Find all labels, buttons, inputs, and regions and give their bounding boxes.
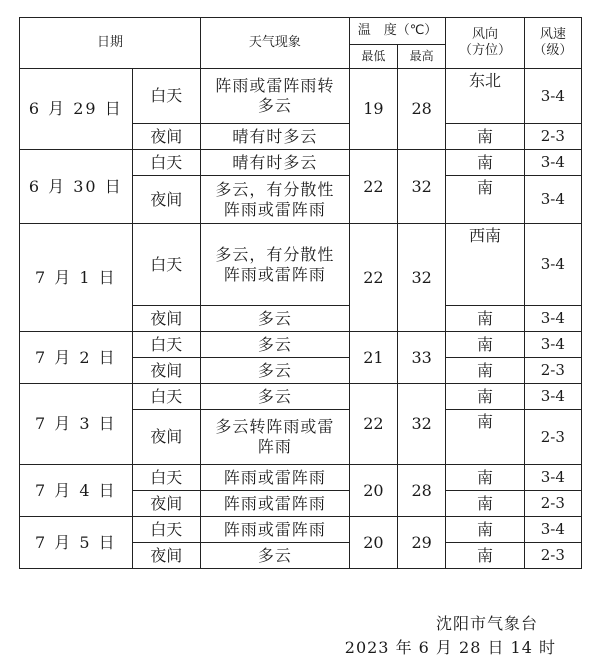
weather-cell: 多云: [200, 543, 349, 569]
header-temperature: 温 度（℃）: [349, 18, 446, 45]
table-row: [20, 517, 582, 543]
period-cell: 白天: [132, 384, 200, 410]
wind-direction-cell: 南: [446, 465, 524, 491]
wind-speed-cell: 3-4: [524, 384, 581, 410]
weather-cell: 阵雨或雷阵雨转多云: [200, 69, 349, 124]
weather-cell: 多云: [200, 384, 349, 410]
header-wind-speed: 风速 （级）: [524, 18, 581, 69]
weather-cell: 多云: [200, 332, 349, 358]
wind-speed-cell: 2-3: [524, 410, 581, 465]
weather-cell: 阵雨或雷阵雨: [200, 517, 349, 543]
wind-speed-cell: 2-3: [524, 358, 581, 384]
temp-max-cell: 28: [398, 69, 446, 150]
wind-speed-cell: 3-4: [524, 224, 581, 306]
temp-min-cell: 22: [349, 150, 397, 224]
wind-direction-cell: 南: [446, 358, 524, 384]
table-row: [20, 465, 582, 491]
weather-cell: 多云转阵雨或雷阵雨: [200, 410, 349, 465]
period-cell: 白天: [132, 332, 200, 358]
period-cell: 夜间: [132, 176, 200, 224]
header-wind-direction: 风向 （方位）: [446, 18, 524, 69]
temp-max-cell: 32: [398, 224, 446, 332]
date-cell: 7 月 4 日: [20, 465, 133, 517]
temp-max-cell: 28: [398, 465, 446, 517]
temp-min-cell: 22: [349, 384, 397, 465]
wind-speed-cell: 2-3: [524, 491, 581, 517]
temp-max-cell: 32: [398, 384, 446, 465]
wind-speed-cell: 3-4: [524, 517, 581, 543]
header-date: 日期: [20, 18, 201, 69]
weather-cell: 晴有时多云: [200, 150, 349, 176]
forecast-table: [19, 17, 582, 569]
wind-direction-cell: 南: [446, 176, 524, 224]
temp-max-cell: 33: [398, 332, 446, 384]
header-temp-max: 最高: [398, 45, 446, 69]
wind-speed-cell: 2-3: [524, 543, 581, 569]
wind-speed-cell: 3-4: [524, 306, 581, 332]
wind-direction-cell: 西南: [446, 224, 524, 306]
wind-speed-cell: 3-4: [524, 69, 581, 124]
period-cell: 白天: [132, 224, 200, 306]
header-temp-min: 最低: [349, 45, 397, 69]
temp-max-cell: 29: [398, 517, 446, 569]
weather-cell: 阵雨或雷阵雨: [200, 465, 349, 491]
date-cell: 6 月 30 日: [20, 150, 133, 224]
period-cell: 夜间: [132, 491, 200, 517]
period-cell: 夜间: [132, 410, 200, 465]
header-weather: 天气现象: [200, 18, 349, 69]
wind-speed-cell: 3-4: [524, 150, 581, 176]
wind-speed-cell: 3-4: [524, 465, 581, 491]
wind-direction-cell: 南: [446, 124, 524, 150]
wind-direction-cell: 南: [446, 306, 524, 332]
weather-cell: 阵雨或雷阵雨: [200, 491, 349, 517]
wind-direction-cell: 东北: [446, 69, 524, 124]
table-row: [20, 224, 582, 306]
wind-direction-cell: 南: [446, 150, 524, 176]
issue-time: 2023 年 6 月 28 日 14 时: [344, 638, 556, 657]
period-cell: 白天: [132, 465, 200, 491]
wind-speed-cell: 3-4: [524, 176, 581, 224]
date-cell: 7 月 2 日: [20, 332, 133, 384]
table-row: [20, 69, 582, 124]
date-cell: 7 月 1 日: [20, 224, 133, 332]
table-row: [20, 150, 582, 176]
temp-min-cell: 20: [349, 517, 397, 569]
wind-direction-cell: 南: [446, 332, 524, 358]
temp-max-cell: 32: [398, 150, 446, 224]
date-cell: 7 月 5 日: [20, 517, 133, 569]
wind-direction-cell: 南: [446, 491, 524, 517]
temp-min-cell: 21: [349, 332, 397, 384]
period-cell: 夜间: [132, 543, 200, 569]
period-cell: 夜间: [132, 306, 200, 332]
weather-cell: 多云: [200, 306, 349, 332]
wind-direction-cell: 南: [446, 517, 524, 543]
period-cell: 夜间: [132, 124, 200, 150]
wind-direction-cell: 南: [446, 410, 524, 465]
wind-direction-cell: 南: [446, 543, 524, 569]
temp-min-cell: 22: [349, 224, 397, 332]
table-row: [20, 332, 582, 358]
wind-speed-cell: 2-3: [524, 124, 581, 150]
weather-cell: 多云，有分散性阵雨或雷阵雨: [200, 176, 349, 224]
weather-cell: 多云，有分散性阵雨或雷阵雨: [200, 224, 349, 306]
issuer-name: 沈阳市气象台: [435, 614, 538, 633]
weather-cell: 晴有时多云: [200, 124, 349, 150]
temp-min-cell: 20: [349, 465, 397, 517]
wind-speed-cell: 3-4: [524, 332, 581, 358]
period-cell: 夜间: [132, 358, 200, 384]
period-cell: 白天: [132, 150, 200, 176]
wind-direction-cell: 南: [446, 384, 524, 410]
table-row: [20, 384, 582, 410]
date-cell: 6 月 29 日: [20, 69, 133, 150]
period-cell: 白天: [132, 69, 200, 124]
date-cell: 7 月 3 日: [20, 384, 133, 465]
temp-min-cell: 19: [349, 69, 397, 150]
weather-cell: 多云: [200, 358, 349, 384]
period-cell: 白天: [132, 517, 200, 543]
